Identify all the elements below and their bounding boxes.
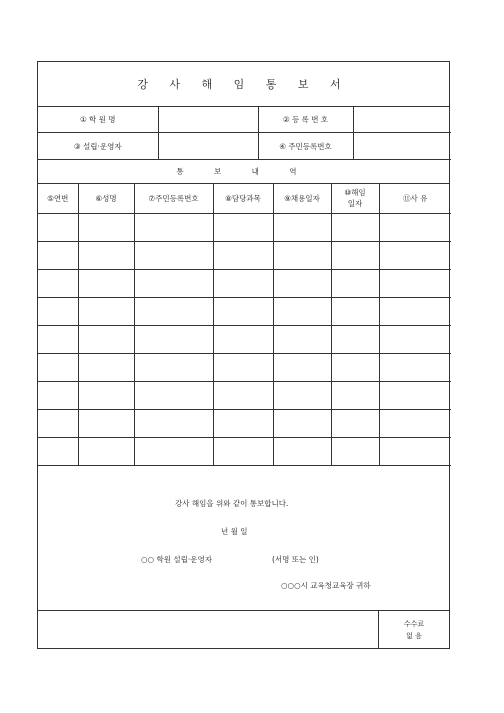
notice-section-label: 통 보 내 역 xyxy=(38,159,449,184)
table-cell[interactable] xyxy=(273,382,331,410)
statement-text: 강사 해임을 위와 같이 통보합니다. xyxy=(175,499,289,508)
document-form xyxy=(37,61,450,649)
table-cell[interactable] xyxy=(379,214,451,242)
footer-section xyxy=(38,611,449,649)
table-row xyxy=(38,214,451,242)
table-cell[interactable] xyxy=(134,298,213,326)
table-cell[interactable] xyxy=(273,242,331,270)
table-cell[interactable] xyxy=(379,326,451,354)
table-cell[interactable] xyxy=(379,382,451,410)
table-cell[interactable] xyxy=(379,298,451,326)
form-title: 강 사 해 임 통 보 서 xyxy=(38,62,449,107)
table-row xyxy=(38,298,451,326)
table-cell[interactable] xyxy=(331,410,379,438)
academy-name-label: ① 학 원 명 xyxy=(38,106,158,133)
table-cell[interactable] xyxy=(78,242,134,270)
academy-name-field[interactable] xyxy=(158,106,258,133)
founder-label: ③ 설립·운영자 xyxy=(38,133,158,160)
table-cell[interactable] xyxy=(38,354,78,382)
resident-number-field[interactable] xyxy=(353,133,451,160)
table-cell[interactable] xyxy=(78,326,134,354)
resident-number-label: ④ 주민등록번호 xyxy=(258,133,353,160)
table-cell[interactable] xyxy=(331,270,379,298)
table-cell[interactable] xyxy=(134,382,213,410)
table-cell[interactable] xyxy=(134,214,213,242)
applicant-info-table xyxy=(38,106,451,160)
table-cell[interactable] xyxy=(213,270,273,298)
table-row xyxy=(38,242,451,270)
fee-label: 수수료 xyxy=(403,620,425,628)
table-cell[interactable] xyxy=(379,242,451,270)
table-cell[interactable] xyxy=(379,410,451,438)
date-line: 년 월 일 xyxy=(221,527,248,536)
column-header: ⑦주민등록번호 xyxy=(134,183,213,214)
table-cell[interactable] xyxy=(213,326,273,354)
statement-section xyxy=(38,460,449,611)
table-cell[interactable] xyxy=(78,270,134,298)
table-cell[interactable] xyxy=(78,214,134,242)
table-cell[interactable] xyxy=(213,298,273,326)
table-cell[interactable] xyxy=(78,382,134,410)
table-row xyxy=(38,410,451,438)
fee-value: 없 음 xyxy=(406,632,422,640)
table-cell[interactable] xyxy=(379,270,451,298)
table-cell[interactable] xyxy=(213,242,273,270)
table-row xyxy=(38,354,451,382)
table-cell[interactable] xyxy=(78,410,134,438)
column-header: ⑤연번 xyxy=(38,183,78,214)
table-cell[interactable] xyxy=(273,410,331,438)
table-cell[interactable] xyxy=(38,298,78,326)
registration-number-label: ② 등 록 번 호 xyxy=(258,106,353,133)
table-cell[interactable] xyxy=(331,214,379,242)
column-header: ⑥성명 xyxy=(78,183,134,214)
table-cell[interactable] xyxy=(134,410,213,438)
founder-field[interactable] xyxy=(158,133,258,160)
table-cell[interactable] xyxy=(273,214,331,242)
table-cell[interactable] xyxy=(213,354,273,382)
founder-line: ○○ 학원 설립·운영자 xyxy=(141,555,212,564)
table-row xyxy=(38,270,451,298)
table-cell[interactable] xyxy=(331,354,379,382)
column-header: ⑨채용일자 xyxy=(273,183,331,214)
recipient-line: ○○○시 교육청교육장 귀하 xyxy=(281,581,371,590)
table-cell[interactable] xyxy=(379,354,451,382)
column-header: ⑩해임 일자 xyxy=(331,183,379,214)
table-cell[interactable] xyxy=(273,354,331,382)
table-cell[interactable] xyxy=(38,242,78,270)
column-header: ⑪사 유 xyxy=(379,183,451,214)
table-cell[interactable] xyxy=(38,270,78,298)
table-cell[interactable] xyxy=(134,242,213,270)
table-cell[interactable] xyxy=(38,214,78,242)
table-cell[interactable] xyxy=(331,326,379,354)
table-cell[interactable] xyxy=(331,242,379,270)
table-cell[interactable] xyxy=(78,354,134,382)
table-cell[interactable] xyxy=(331,298,379,326)
column-header: ⑧담당과목 xyxy=(213,183,273,214)
table-cell[interactable] xyxy=(273,270,331,298)
table-cell[interactable] xyxy=(38,326,78,354)
table-cell[interactable] xyxy=(38,410,78,438)
table-cell[interactable] xyxy=(213,382,273,410)
table-row xyxy=(38,326,451,354)
table-cell[interactable] xyxy=(273,298,331,326)
table-cell[interactable] xyxy=(78,298,134,326)
table-cell[interactable] xyxy=(213,214,273,242)
signature-label: (서명 또는 인) xyxy=(272,555,319,564)
registration-number-field[interactable] xyxy=(353,106,451,133)
table-cell[interactable] xyxy=(273,326,331,354)
table-cell[interactable] xyxy=(134,354,213,382)
table-cell[interactable] xyxy=(213,410,273,438)
table-cell[interactable] xyxy=(331,382,379,410)
fee-box xyxy=(378,611,449,649)
table-cell[interactable] xyxy=(134,326,213,354)
table-cell[interactable] xyxy=(38,382,78,410)
table-cell[interactable] xyxy=(134,270,213,298)
table-row xyxy=(38,382,451,410)
notice-details-table xyxy=(38,183,451,466)
